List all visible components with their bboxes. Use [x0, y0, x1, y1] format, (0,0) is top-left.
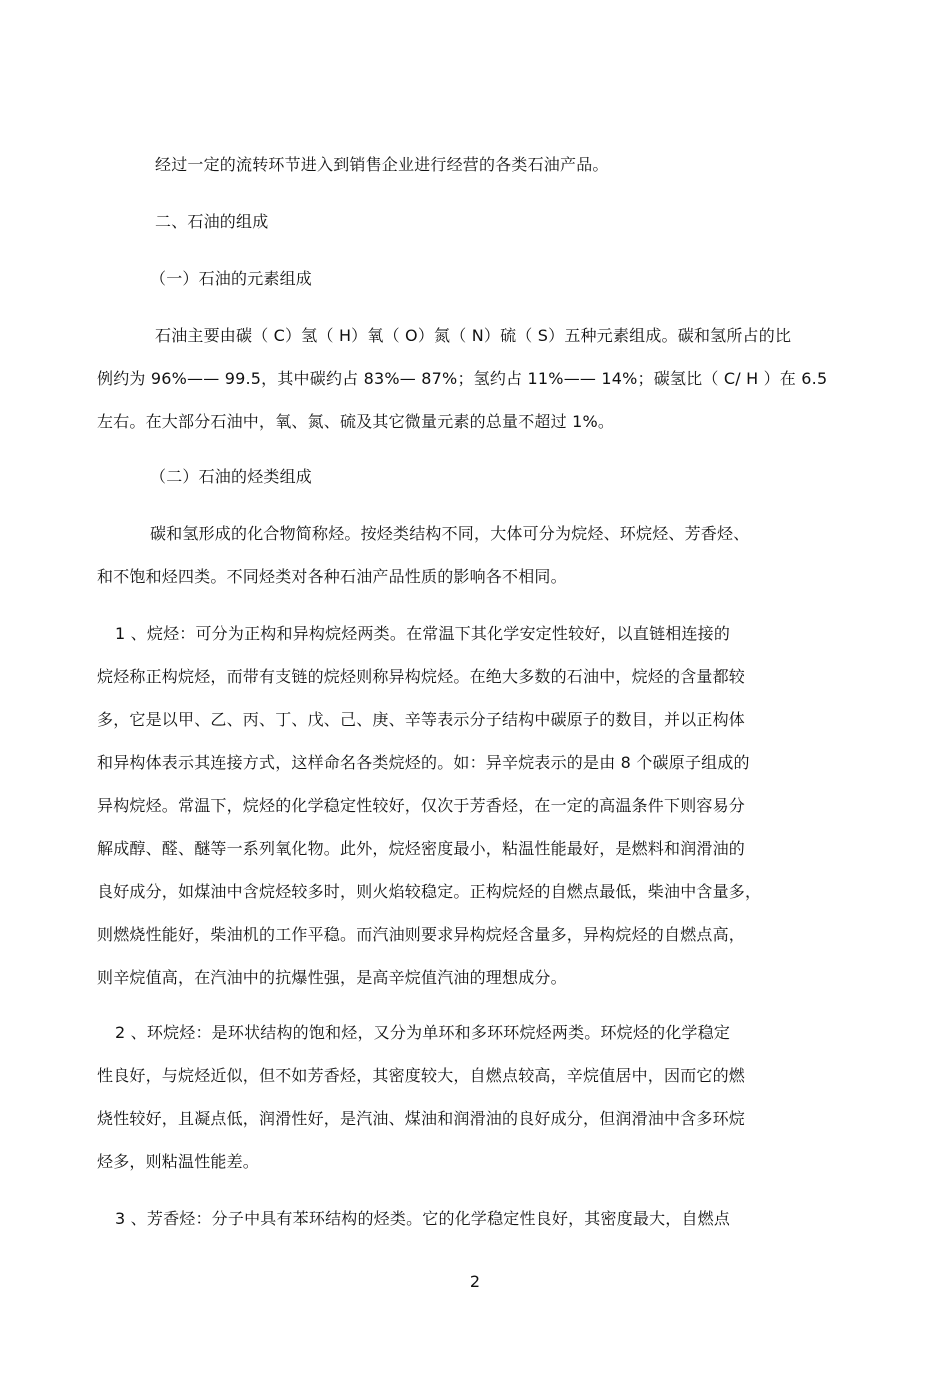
text-line-23: 3 、芳香烃：分子中具有苯环结构的烃类。它的化学稳定性良好，其密度最大，自燃点: [115, 1209, 731, 1228]
text-line-10: 1 、烷烃：可分为正构和异构烷烃两类。在常温下其化学安定性较好，以直链相连接的: [115, 624, 731, 643]
text-line-1: 经过一定的流转环节进入到销售企业进行经营的各类石油产品。: [155, 155, 609, 174]
text-line-6: 左右。在大部分石油中，氧、氮、硫及其它微量元素的总量不超过 1%。: [97, 412, 615, 431]
section-heading-composition: 二、石油的组成: [155, 212, 269, 231]
text-line-16: 良好成分，如煤油中含烷烃较多时，则火焰较稳定。正构烷烃的自燃点最低，柴油中含量多，: [97, 882, 762, 901]
text-line-17: 则燃烧性能好，柴油机的工作平稳。而汽油则要求异构烷烃含量多，异构烷烃的自燃点高，: [97, 925, 746, 944]
text-line-8: 碳和氢形成的化合物简称烃。按烃类结构不同，大体可分为烷烃、环烷烃、芳香烃、: [150, 524, 750, 543]
page-number: 2: [469, 1272, 481, 1291]
text-line-13: 和异构体表示其连接方式，这样命名各类烷烃的。如：异辛烷表示的是由 8 个碳原子组成的: [97, 753, 750, 772]
text-line-21: 烧性较好，且凝点低，润滑性好，是汽油、煤油和润滑油的良好成分，但润滑油中含多环烷: [97, 1109, 746, 1128]
text-line-12: 多，它是以甲、乙、丙、丁、戊、己、庚、辛等表示分子结构中碳原子的数目，并以正构体: [97, 710, 746, 729]
text-line-18: 则辛烷值高，在汽油中的抗爆性强，是高辛烷值汽油的理想成分。: [97, 968, 567, 987]
text-line-9: 和不饱和烃四类。不同烃类对各种石油产品性质的影响各不相同。: [97, 567, 567, 586]
text-line-4: 石油主要由碳（ C）氢（ H）氧（ O）氮（ N）硫（ S）五种元素组成。碳和氢所占的比: [155, 326, 792, 345]
text-line-15: 解成醇、醛、醚等一系列氧化物。此外，烷烃密度最小，粘温性能最好，是燃料和润滑油的: [97, 839, 746, 858]
text-line-20: 性良好，与烷烃近似，但不如芳香烃，其密度较大，自燃点较高，辛烷值居中，因而它的燃: [97, 1066, 746, 1085]
text-line-19: 2 、环烷烃：是环状结构的饱和烃，又分为单环和多环环烷烃两类。环烷烃的化学稳定: [115, 1023, 731, 1042]
text-line-14: 异构烷烃。常温下，烷烃的化学稳定性较好，仅次于芳香烃，在一定的高温条件下则容易分: [97, 796, 746, 815]
text-line-5: 例约为 96%—— 99.5，其中碳约占 83%— 87%；氢约占 11%—— 14%；碳氢比（ C/ H ）在 6.5: [97, 369, 828, 388]
subsection-heading-elements: （一）石油的元素组成: [150, 269, 313, 288]
text-line-11: 烷烃称正构烷烃，而带有支链的烷烃则称异构烷烃。在绝大多数的石油中，烷烃的含量都较: [97, 667, 746, 686]
text-line-22: 烃多，则粘温性能差。: [97, 1152, 260, 1171]
subsection-heading-hydrocarbons: （二）石油的烃类组成: [150, 467, 313, 486]
